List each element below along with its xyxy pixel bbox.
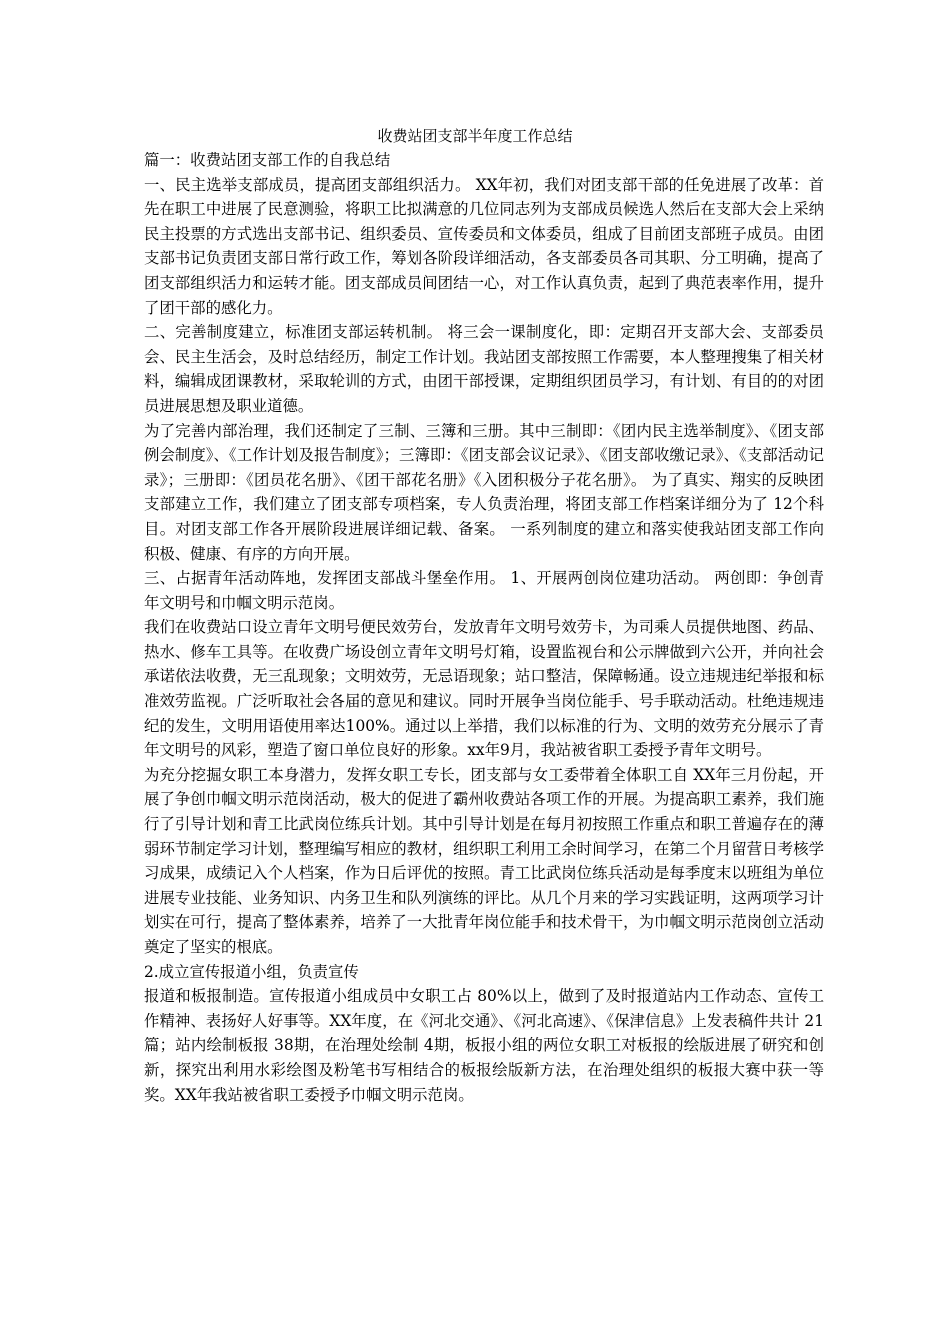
paragraph-women-workers: 为充分挖掘女职工本身潜力，发挥女职工专长，团支部与女工委带着全体职工自 XX年三月份起，开展了争创巾帼文明示范岗活动，极大的促进了霸州收费站各项工作的开展。为提高职工素养，我们施行了引导计划和青工比武岗位练兵计划。其中引导计划是在每月初按照工作重点和职工普遍存在的薄弱环节制定学习计划，整理编写相应的教材，组织职工利用工余时间学习，在第二个月留营日考核学习成果，成绩记入个人档案，作为日后评优的按照。青工比武岗位练兵活动是每季度末以班组为单位进展专业技能、业务知识、内务卫生和队列演练的评比。从几个月来的学习实践证明，这两项学习计划实在可行，提高了整体素养，培养了一大批青年岗位能手和技术骨干，为巾帼文明示范岗创立活动奠定了坚实的根底。	[144, 765, 824, 956]
document-title: 收费站团支部半年度工作总结	[377, 127, 573, 145]
paragraph-internal-management: 为了完善内部治理，我们还制定了三制、三簿和三册。其中三制即：《团内民主选举制度》、《团支部例会制度》、《工作计划及报告制度》；三簿即：《团支部会议记录》、《团支部收缴记录》、《支部活动记录》；三册即：《团员花名册》、《团干部花名册》《入团积极分子花名册》。 为了真实、翔实的反映团支部建立工作，我们建立了团支部专项档案，专人负责治理，将团支部工作档案详细分为了 12个科目。对团支部工作各开展阶段进展详细记载、备案。 一系列制度的建立和落实使我站团支部工作向积极、健康、有序的方向开展。	[144, 421, 824, 563]
paragraph-publicity-reporting: 报道和板报制造。宣传报道小组成员中女职工占 80%以上，做到了及时报道站内工作动态、宣传工作精神、表扬好人好事等。XX年度，在《河北交通》、《河北高速》、《保津信息》上发表稿件共计 21篇；站内绘制板报 38期，在治理处绘制 4期，板报小组的两位女职工对板报的绘版进展了研究和创新，探究出利用水彩绘图及粉笔书写相结合的板报绘版新方法，在治理处组织的板报大赛中获一等奖。XX年我站被省职工委授予巾帼文明示范岗。	[144, 987, 824, 1104]
section-heading-part-one: 篇一：收费站团支部工作的自我总结	[144, 151, 391, 169]
document-body	[144, 148, 824, 1107]
paragraph-democratic-election: 一、民主选举支部成员，提高团支部组织活力。 XX年初，我们对团支部干部的任免进展了改革：首先在职工中进展了民意测验，将职工比拟满意的几位同志列为支部成员候选人然后在支部大会上采纳民主投票的方式选出支部书记、组织委员、宣传委员和文体委员，组成了目前团支部班子成员。由团支部书记负责团支部日常行政工作，筹划各阶段详细活动，各支部委员各司其职、分工明确，提高了团支部组织活力和运转才能。团支部成员间团结一心，对工作认真负责，起到了典范表率作用，提升了团干部的感化力。	[144, 175, 824, 317]
paragraph-youth-activities: 三、占据青年活动阵地，发挥团支部战斗堡垒作用。 1、开展两创岗位建功活动。 两创即：争创青年文明号和巾帼文明示范岗。	[144, 569, 824, 612]
paragraph-system-building: 二、完善制度建立，标准团支部运转机制。 将三会一课制度化，即：定期召开支部大会、支部委员会、民主生活会，及时总结经历，制定工作计划。我站团支部按照工作需要，本人整理搜集了相关材料，编辑成团课教材，采取轮训的方式，由团干部授课，定期组织团员学习，有计划、有目的的对团员进展思想及职业道德。	[144, 323, 824, 415]
paragraph-civilization-service: 我们在收费站口设立青年文明号便民效劳台，发放青年文明号效劳卡，为司乘人员提供地图、药品、热水、修车工具等。在收费广场设创立青年文明号灯箱，设置监视台和公示牌做到六公开，并向社会承诺依法收费，无三乱现象；文明效劳，无忌语现象；站口整洁，保障畅通。设立违规违纪举报和标准效劳监视。广泛听取社会各届的意见和建议。同时开展争当岗位能手、号手联动活动。杜绝违规违纪的发生，文明用语使用率达100%。通过以上举措，我们以标准的行为、文明的效劳充分展示了青年文明号的风彩，塑造了窗口单位良好的形象。xx年9月，我站被省职工委授予青年文明号。	[144, 618, 824, 760]
paragraph-publicity-group-heading: 2.成立宣传报道小组，负责宣传	[144, 962, 359, 981]
